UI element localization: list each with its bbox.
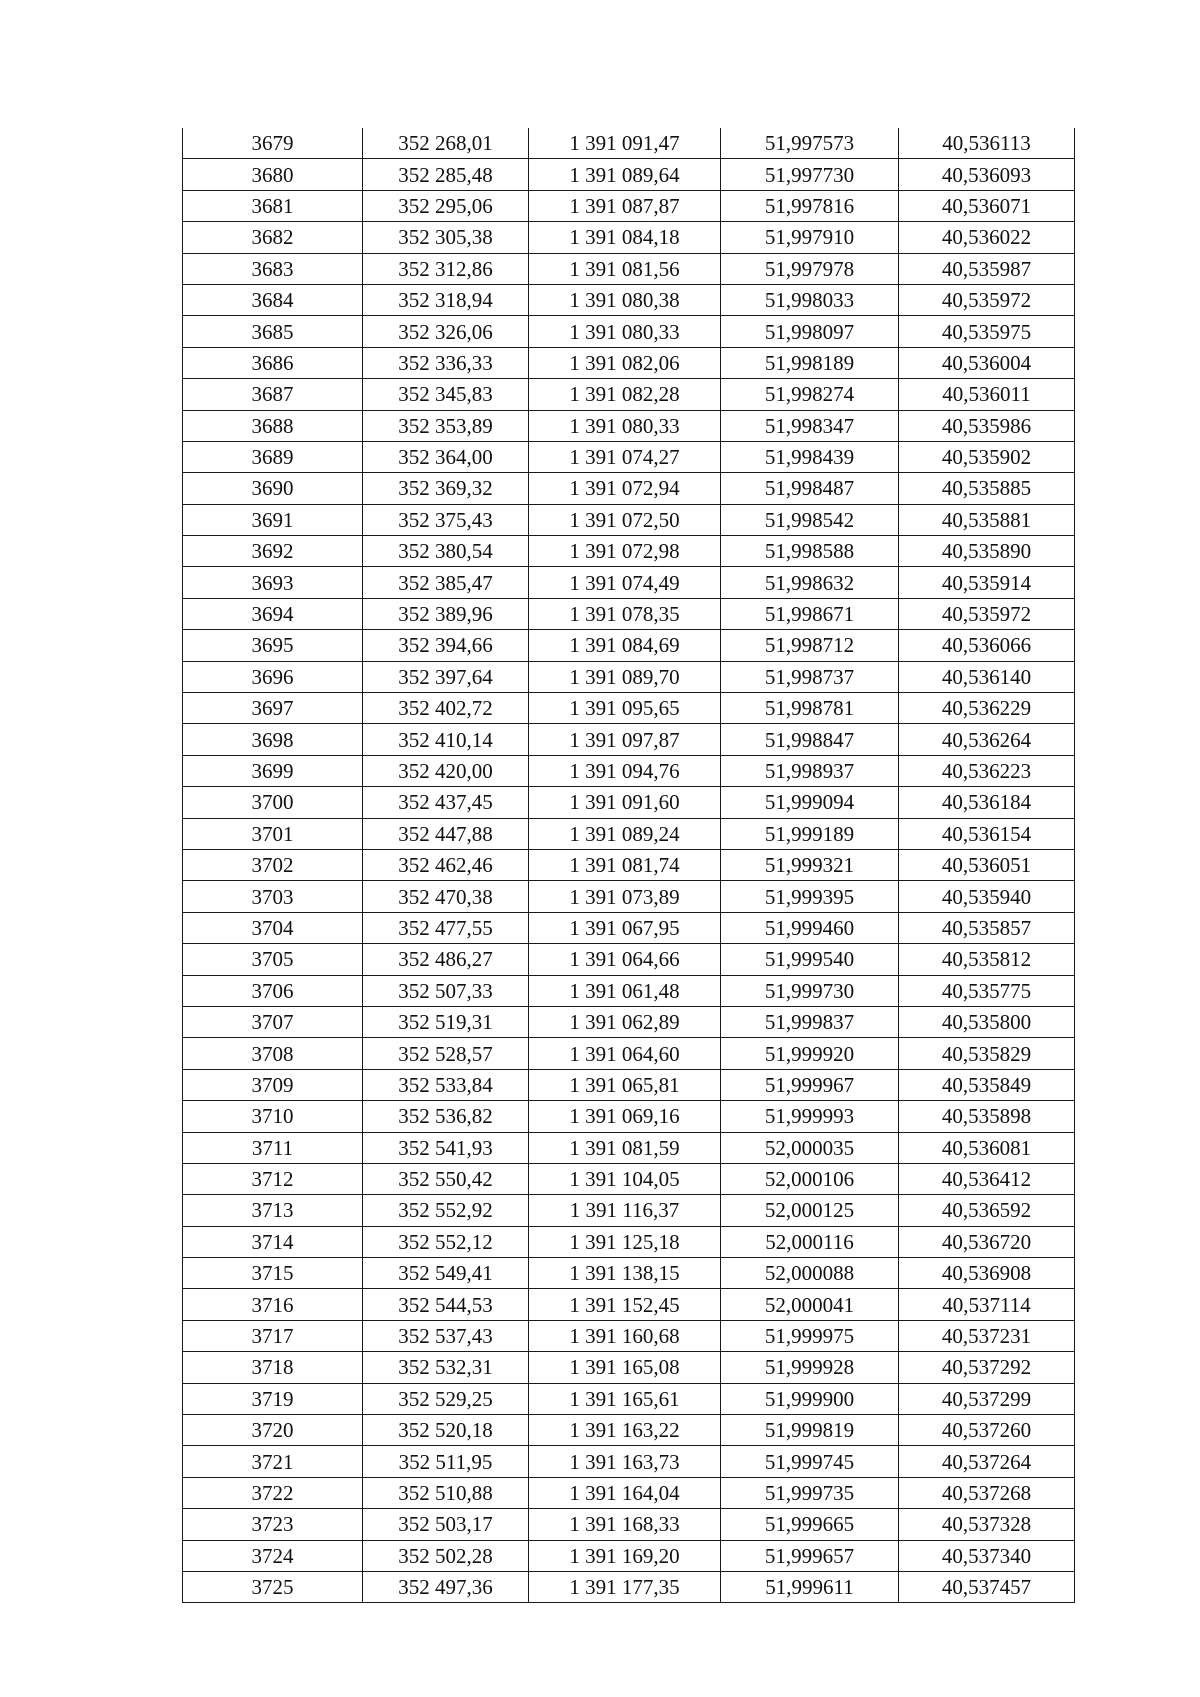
point-number-cell: 3689 (183, 441, 363, 472)
y-coordinate-cell: 1 391 065,81 (529, 1069, 721, 1100)
y-coordinate-cell: 1 391 177,35 (529, 1571, 721, 1602)
x-coordinate-cell: 352 305,38 (363, 222, 529, 253)
longitude-cell: 40,537299 (899, 1383, 1075, 1414)
longitude-cell: 40,536022 (899, 222, 1075, 253)
point-number-cell: 3713 (183, 1195, 363, 1226)
point-number-cell: 3684 (183, 284, 363, 315)
latitude-cell: 51,999540 (721, 944, 899, 975)
y-coordinate-cell: 1 391 125,18 (529, 1226, 721, 1257)
latitude-cell: 51,999819 (721, 1415, 899, 1446)
table-row (183, 410, 1075, 441)
latitude-cell: 51,997573 (721, 128, 899, 159)
x-coordinate-cell: 352 295,06 (363, 190, 529, 221)
latitude-cell: 52,000116 (721, 1226, 899, 1257)
table-row (183, 128, 1075, 159)
table-row (183, 630, 1075, 661)
point-number-cell: 3719 (183, 1383, 363, 1414)
point-number-cell: 3691 (183, 504, 363, 535)
longitude-cell: 40,536081 (899, 1132, 1075, 1163)
longitude-cell: 40,536140 (899, 661, 1075, 692)
table-row (183, 693, 1075, 724)
point-number-cell: 3686 (183, 347, 363, 378)
latitude-cell: 51,998033 (721, 284, 899, 315)
longitude-cell: 40,535975 (899, 316, 1075, 347)
longitude-cell: 40,535986 (899, 410, 1075, 441)
table-row (183, 284, 1075, 315)
y-coordinate-cell: 1 391 072,94 (529, 473, 721, 504)
table-row (183, 347, 1075, 378)
x-coordinate-cell: 352 437,45 (363, 787, 529, 818)
longitude-cell: 40,536154 (899, 818, 1075, 849)
x-coordinate-cell: 352 353,89 (363, 410, 529, 441)
coordinates-table-body (183, 128, 1075, 1603)
latitude-cell: 51,998847 (721, 724, 899, 755)
table-row (183, 818, 1075, 849)
x-coordinate-cell: 352 285,48 (363, 159, 529, 190)
longitude-cell: 40,535885 (899, 473, 1075, 504)
table-row (183, 1195, 1075, 1226)
table-row (183, 1477, 1075, 1508)
table-row (183, 1226, 1075, 1257)
table-row (183, 787, 1075, 818)
longitude-cell: 40,535940 (899, 881, 1075, 912)
x-coordinate-cell: 352 389,96 (363, 598, 529, 629)
x-coordinate-cell: 352 447,88 (363, 818, 529, 849)
x-coordinate-cell: 352 312,86 (363, 253, 529, 284)
longitude-cell: 40,535857 (899, 912, 1075, 943)
longitude-cell: 40,535890 (899, 536, 1075, 567)
y-coordinate-cell: 1 391 163,22 (529, 1415, 721, 1446)
latitude-cell: 51,998439 (721, 441, 899, 472)
latitude-cell: 51,998712 (721, 630, 899, 661)
x-coordinate-cell: 352 375,43 (363, 504, 529, 535)
point-number-cell: 3698 (183, 724, 363, 755)
y-coordinate-cell: 1 391 082,06 (529, 347, 721, 378)
y-coordinate-cell: 1 391 089,24 (529, 818, 721, 849)
x-coordinate-cell: 352 486,27 (363, 944, 529, 975)
latitude-cell: 51,999665 (721, 1509, 899, 1540)
point-number-cell: 3699 (183, 755, 363, 786)
point-number-cell: 3696 (183, 661, 363, 692)
table-row (183, 1258, 1075, 1289)
latitude-cell: 51,998632 (721, 567, 899, 598)
x-coordinate-cell: 352 502,28 (363, 1540, 529, 1571)
x-coordinate-cell: 352 552,92 (363, 1195, 529, 1226)
table-row (183, 598, 1075, 629)
point-number-cell: 3697 (183, 693, 363, 724)
point-number-cell: 3723 (183, 1509, 363, 1540)
x-coordinate-cell: 352 510,88 (363, 1477, 529, 1508)
latitude-cell: 52,000106 (721, 1163, 899, 1194)
x-coordinate-cell: 352 394,66 (363, 630, 529, 661)
point-number-cell: 3712 (183, 1163, 363, 1194)
table-row (183, 1383, 1075, 1414)
y-coordinate-cell: 1 391 074,27 (529, 441, 721, 472)
point-number-cell: 3716 (183, 1289, 363, 1320)
longitude-cell: 40,535812 (899, 944, 1075, 975)
longitude-cell: 40,536184 (899, 787, 1075, 818)
x-coordinate-cell: 352 529,25 (363, 1383, 529, 1414)
point-number-cell: 3705 (183, 944, 363, 975)
y-coordinate-cell: 1 391 081,56 (529, 253, 721, 284)
point-number-cell: 3690 (183, 473, 363, 504)
point-number-cell: 3715 (183, 1258, 363, 1289)
x-coordinate-cell: 352 385,47 (363, 567, 529, 598)
longitude-cell: 40,535775 (899, 975, 1075, 1006)
point-number-cell: 3720 (183, 1415, 363, 1446)
point-number-cell: 3721 (183, 1446, 363, 1477)
longitude-cell: 40,535914 (899, 567, 1075, 598)
longitude-cell: 40,535972 (899, 284, 1075, 315)
y-coordinate-cell: 1 391 116,37 (529, 1195, 721, 1226)
latitude-cell: 51,999975 (721, 1320, 899, 1351)
y-coordinate-cell: 1 391 164,04 (529, 1477, 721, 1508)
point-number-cell: 3695 (183, 630, 363, 661)
x-coordinate-cell: 352 318,94 (363, 284, 529, 315)
longitude-cell: 40,537114 (899, 1289, 1075, 1320)
x-coordinate-cell: 352 519,31 (363, 1006, 529, 1037)
longitude-cell: 40,535849 (899, 1069, 1075, 1100)
longitude-cell: 40,536229 (899, 693, 1075, 724)
latitude-cell: 51,997816 (721, 190, 899, 221)
x-coordinate-cell: 352 420,00 (363, 755, 529, 786)
y-coordinate-cell: 1 391 084,18 (529, 222, 721, 253)
y-coordinate-cell: 1 391 165,08 (529, 1352, 721, 1383)
y-coordinate-cell: 1 391 163,73 (529, 1446, 721, 1477)
table-row (183, 1571, 1075, 1602)
y-coordinate-cell: 1 391 089,70 (529, 661, 721, 692)
latitude-cell: 51,999735 (721, 1477, 899, 1508)
y-coordinate-cell: 1 391 073,89 (529, 881, 721, 912)
y-coordinate-cell: 1 391 094,76 (529, 755, 721, 786)
x-coordinate-cell: 352 549,41 (363, 1258, 529, 1289)
y-coordinate-cell: 1 391 089,64 (529, 159, 721, 190)
y-coordinate-cell: 1 391 168,33 (529, 1509, 721, 1540)
longitude-cell: 40,536223 (899, 755, 1075, 786)
longitude-cell: 40,535829 (899, 1038, 1075, 1069)
latitude-cell: 51,999730 (721, 975, 899, 1006)
x-coordinate-cell: 352 345,83 (363, 379, 529, 410)
longitude-cell: 40,536412 (899, 1163, 1075, 1194)
point-number-cell: 3710 (183, 1101, 363, 1132)
latitude-cell: 51,998588 (721, 536, 899, 567)
table-row (183, 222, 1075, 253)
latitude-cell: 51,998487 (721, 473, 899, 504)
y-coordinate-cell: 1 391 078,35 (529, 598, 721, 629)
latitude-cell: 51,999993 (721, 1101, 899, 1132)
longitude-cell: 40,535987 (899, 253, 1075, 284)
longitude-cell: 40,535898 (899, 1101, 1075, 1132)
latitude-cell: 51,998937 (721, 755, 899, 786)
table-row (183, 1446, 1075, 1477)
latitude-cell: 51,999094 (721, 787, 899, 818)
x-coordinate-cell: 352 364,00 (363, 441, 529, 472)
point-number-cell: 3694 (183, 598, 363, 629)
y-coordinate-cell: 1 391 138,15 (529, 1258, 721, 1289)
point-number-cell: 3700 (183, 787, 363, 818)
table-row (183, 316, 1075, 347)
y-coordinate-cell: 1 391 097,87 (529, 724, 721, 755)
table-row (183, 567, 1075, 598)
table-row (183, 473, 1075, 504)
x-coordinate-cell: 352 397,64 (363, 661, 529, 692)
y-coordinate-cell: 1 391 087,87 (529, 190, 721, 221)
y-coordinate-cell: 1 391 169,20 (529, 1540, 721, 1571)
x-coordinate-cell: 352 511,95 (363, 1446, 529, 1477)
y-coordinate-cell: 1 391 080,33 (529, 316, 721, 347)
y-coordinate-cell: 1 391 152,45 (529, 1289, 721, 1320)
x-coordinate-cell: 352 380,54 (363, 536, 529, 567)
point-number-cell: 3680 (183, 159, 363, 190)
latitude-cell: 51,998274 (721, 379, 899, 410)
y-coordinate-cell: 1 391 072,50 (529, 504, 721, 535)
x-coordinate-cell: 352 528,57 (363, 1038, 529, 1069)
x-coordinate-cell: 352 541,93 (363, 1132, 529, 1163)
longitude-cell: 40,536113 (899, 128, 1075, 159)
table-row (183, 1352, 1075, 1383)
y-coordinate-cell: 1 391 062,89 (529, 1006, 721, 1037)
table-row (183, 975, 1075, 1006)
longitude-cell: 40,535902 (899, 441, 1075, 472)
table-row (183, 912, 1075, 943)
table-row (183, 1289, 1075, 1320)
y-coordinate-cell: 1 391 080,38 (529, 284, 721, 315)
point-number-cell: 3685 (183, 316, 363, 347)
latitude-cell: 51,999967 (721, 1069, 899, 1100)
table-row (183, 724, 1075, 755)
table-row (183, 253, 1075, 284)
latitude-cell: 52,000041 (721, 1289, 899, 1320)
table-row (183, 441, 1075, 472)
latitude-cell: 51,999189 (721, 818, 899, 849)
x-coordinate-cell: 352 497,36 (363, 1571, 529, 1602)
x-coordinate-cell: 352 550,42 (363, 1163, 529, 1194)
longitude-cell: 40,536592 (899, 1195, 1075, 1226)
point-number-cell: 3724 (183, 1540, 363, 1571)
table-row (183, 504, 1075, 535)
latitude-cell: 51,998347 (721, 410, 899, 441)
table-row (183, 190, 1075, 221)
table-row (183, 379, 1075, 410)
y-coordinate-cell: 1 391 095,65 (529, 693, 721, 724)
point-number-cell: 3718 (183, 1352, 363, 1383)
table-row (183, 755, 1075, 786)
x-coordinate-cell: 352 470,38 (363, 881, 529, 912)
table-row (183, 536, 1075, 567)
longitude-cell: 40,536004 (899, 347, 1075, 378)
y-coordinate-cell: 1 391 064,60 (529, 1038, 721, 1069)
x-coordinate-cell: 352 402,72 (363, 693, 529, 724)
longitude-cell: 40,537260 (899, 1415, 1075, 1446)
latitude-cell: 52,000035 (721, 1132, 899, 1163)
point-number-cell: 3693 (183, 567, 363, 598)
y-coordinate-cell: 1 391 072,98 (529, 536, 721, 567)
point-number-cell: 3681 (183, 190, 363, 221)
point-number-cell: 3717 (183, 1320, 363, 1351)
point-number-cell: 3688 (183, 410, 363, 441)
point-number-cell: 3704 (183, 912, 363, 943)
y-coordinate-cell: 1 391 091,60 (529, 787, 721, 818)
table-row (183, 1540, 1075, 1571)
y-coordinate-cell: 1 391 082,28 (529, 379, 721, 410)
longitude-cell: 40,536720 (899, 1226, 1075, 1257)
latitude-cell: 52,000088 (721, 1258, 899, 1289)
point-number-cell: 3692 (183, 536, 363, 567)
x-coordinate-cell: 352 507,33 (363, 975, 529, 1006)
table-row (183, 1320, 1075, 1351)
longitude-cell: 40,536071 (899, 190, 1075, 221)
point-number-cell: 3683 (183, 253, 363, 284)
x-coordinate-cell: 352 503,17 (363, 1509, 529, 1540)
x-coordinate-cell: 352 369,32 (363, 473, 529, 504)
table-row (183, 661, 1075, 692)
longitude-cell: 40,536011 (899, 379, 1075, 410)
coordinates-table-container (182, 128, 1074, 1603)
y-coordinate-cell: 1 391 091,47 (529, 128, 721, 159)
x-coordinate-cell: 352 536,82 (363, 1101, 529, 1132)
table-row (183, 1038, 1075, 1069)
longitude-cell: 40,536093 (899, 159, 1075, 190)
longitude-cell: 40,535972 (899, 598, 1075, 629)
point-number-cell: 3707 (183, 1006, 363, 1037)
latitude-cell: 51,999745 (721, 1446, 899, 1477)
y-coordinate-cell: 1 391 084,69 (529, 630, 721, 661)
longitude-cell: 40,537328 (899, 1509, 1075, 1540)
latitude-cell: 51,998781 (721, 693, 899, 724)
y-coordinate-cell: 1 391 081,74 (529, 849, 721, 880)
y-coordinate-cell: 1 391 061,48 (529, 975, 721, 1006)
longitude-cell: 40,536066 (899, 630, 1075, 661)
table-row (183, 1101, 1075, 1132)
latitude-cell: 51,999657 (721, 1540, 899, 1571)
x-coordinate-cell: 352 520,18 (363, 1415, 529, 1446)
y-coordinate-cell: 1 391 160,68 (529, 1320, 721, 1351)
table-row (183, 1163, 1075, 1194)
table-row (183, 849, 1075, 880)
latitude-cell: 51,999395 (721, 881, 899, 912)
y-coordinate-cell: 1 391 104,05 (529, 1163, 721, 1194)
x-coordinate-cell: 352 336,33 (363, 347, 529, 378)
longitude-cell: 40,537268 (899, 1477, 1075, 1508)
table-row (183, 1415, 1075, 1446)
latitude-cell: 51,999900 (721, 1383, 899, 1414)
latitude-cell: 51,997978 (721, 253, 899, 284)
point-number-cell: 3711 (183, 1132, 363, 1163)
x-coordinate-cell: 352 410,14 (363, 724, 529, 755)
table-row (183, 1509, 1075, 1540)
latitude-cell: 51,999611 (721, 1571, 899, 1602)
table-row (183, 881, 1075, 912)
point-number-cell: 3703 (183, 881, 363, 912)
table-row (183, 1132, 1075, 1163)
longitude-cell: 40,536051 (899, 849, 1075, 880)
point-number-cell: 3722 (183, 1477, 363, 1508)
x-coordinate-cell: 352 268,01 (363, 128, 529, 159)
x-coordinate-cell: 352 477,55 (363, 912, 529, 943)
y-coordinate-cell: 1 391 165,61 (529, 1383, 721, 1414)
point-number-cell: 3725 (183, 1571, 363, 1602)
x-coordinate-cell: 352 552,12 (363, 1226, 529, 1257)
point-number-cell: 3682 (183, 222, 363, 253)
latitude-cell: 51,999460 (721, 912, 899, 943)
longitude-cell: 40,536264 (899, 724, 1075, 755)
x-coordinate-cell: 352 544,53 (363, 1289, 529, 1320)
longitude-cell: 40,535881 (899, 504, 1075, 535)
x-coordinate-cell: 352 326,06 (363, 316, 529, 347)
x-coordinate-cell: 352 532,31 (363, 1352, 529, 1383)
latitude-cell: 51,998671 (721, 598, 899, 629)
latitude-cell: 52,000125 (721, 1195, 899, 1226)
y-coordinate-cell: 1 391 064,66 (529, 944, 721, 975)
point-number-cell: 3687 (183, 379, 363, 410)
latitude-cell: 51,999837 (721, 1006, 899, 1037)
latitude-cell: 51,999321 (721, 849, 899, 880)
latitude-cell: 51,998097 (721, 316, 899, 347)
latitude-cell: 51,997730 (721, 159, 899, 190)
coordinates-table (182, 128, 1075, 1603)
longitude-cell: 40,537340 (899, 1540, 1075, 1571)
table-row (183, 1006, 1075, 1037)
point-number-cell: 3708 (183, 1038, 363, 1069)
longitude-cell: 40,537292 (899, 1352, 1075, 1383)
latitude-cell: 51,997910 (721, 222, 899, 253)
point-number-cell: 3714 (183, 1226, 363, 1257)
table-row (183, 944, 1075, 975)
longitude-cell: 40,537231 (899, 1320, 1075, 1351)
longitude-cell: 40,537457 (899, 1571, 1075, 1602)
y-coordinate-cell: 1 391 080,33 (529, 410, 721, 441)
x-coordinate-cell: 352 537,43 (363, 1320, 529, 1351)
latitude-cell: 51,999920 (721, 1038, 899, 1069)
latitude-cell: 51,998542 (721, 504, 899, 535)
latitude-cell: 51,999928 (721, 1352, 899, 1383)
y-coordinate-cell: 1 391 081,59 (529, 1132, 721, 1163)
point-number-cell: 3709 (183, 1069, 363, 1100)
point-number-cell: 3706 (183, 975, 363, 1006)
x-coordinate-cell: 352 533,84 (363, 1069, 529, 1100)
latitude-cell: 51,998189 (721, 347, 899, 378)
latitude-cell: 51,998737 (721, 661, 899, 692)
table-row (183, 159, 1075, 190)
table-row (183, 1069, 1075, 1100)
longitude-cell: 40,536908 (899, 1258, 1075, 1289)
longitude-cell: 40,535800 (899, 1006, 1075, 1037)
y-coordinate-cell: 1 391 067,95 (529, 912, 721, 943)
point-number-cell: 3702 (183, 849, 363, 880)
y-coordinate-cell: 1 391 069,16 (529, 1101, 721, 1132)
point-number-cell: 3701 (183, 818, 363, 849)
x-coordinate-cell: 352 462,46 (363, 849, 529, 880)
y-coordinate-cell: 1 391 074,49 (529, 567, 721, 598)
longitude-cell: 40,537264 (899, 1446, 1075, 1477)
point-number-cell: 3679 (183, 128, 363, 159)
